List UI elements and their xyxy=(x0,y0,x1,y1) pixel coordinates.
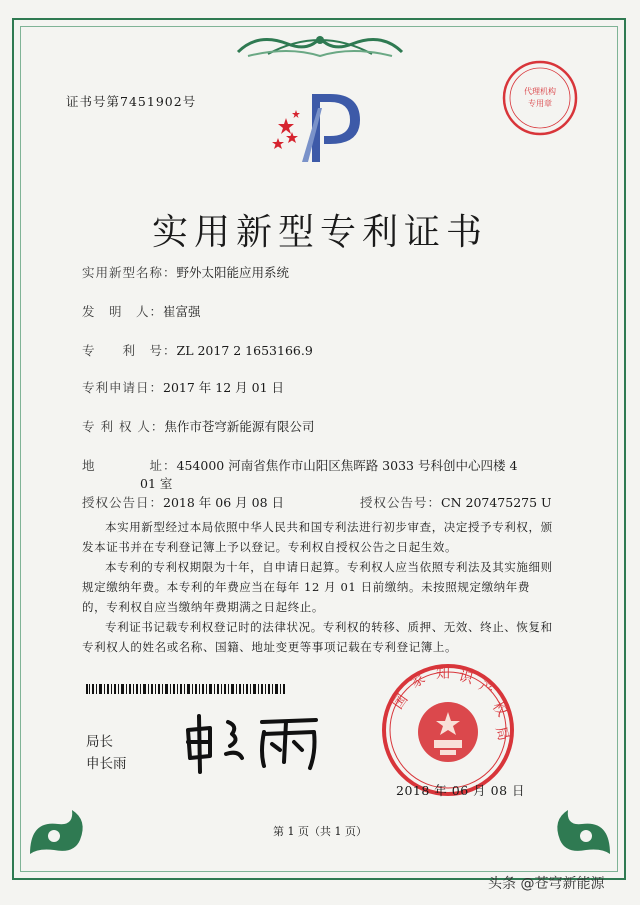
field-value: 454000 河南省焦作市山阳区焦晖路 3033 号科创中心四楼 4 xyxy=(176,458,518,473)
certificate-number-value: 7451902 xyxy=(120,94,183,109)
field-value: CN 207475275 U xyxy=(441,495,552,510)
svg-text:识: 识 xyxy=(456,668,475,688)
agency-stamp-icon xyxy=(500,58,580,138)
field-label: 地 址： xyxy=(82,458,177,473)
field-patentee xyxy=(82,417,314,435)
svg-text:局: 局 xyxy=(492,724,512,743)
certificate-number-label: 证书号第 xyxy=(66,94,121,109)
field-label: 专 利 权 人： xyxy=(82,419,165,434)
field-value: 焦作市苍穹新能源有限公司 xyxy=(164,419,315,434)
field-label: 专 利 号： xyxy=(82,343,177,358)
director-name: 申长雨 xyxy=(86,756,127,772)
field-patent-no xyxy=(82,341,313,359)
certificate-number xyxy=(66,92,196,110)
field-value: 崔富强 xyxy=(163,304,201,319)
top-ornament-icon xyxy=(228,30,412,60)
patent-office-logo-icon xyxy=(272,88,372,168)
page-number: 第 1 页（共 1 页） xyxy=(273,825,367,838)
seal-date: 2018 年 06 月 08 日 xyxy=(396,783,525,798)
certificate-body xyxy=(82,517,554,657)
svg-text:专用章: 专用章 xyxy=(528,99,552,108)
director-title: 局长 xyxy=(86,734,113,750)
watermark: 头条 @苍穹新能源 xyxy=(488,876,605,892)
field-value: 2018 年 06 月 08 日 xyxy=(163,495,285,510)
body-paragraph: 专利证书记载专利权登记时的法律状况。专利权的转移、质押、无效、终止、恢复和专利权人的姓名或名称、国籍、地址变更等事项记载在专利登记簿上。 xyxy=(82,620,553,654)
field-address-line2 xyxy=(140,474,172,492)
field-label: 实用新型名称： xyxy=(82,265,177,280)
field-value: 野外太阳能应用系统 xyxy=(176,265,290,280)
field-label: 授权公告日： xyxy=(82,495,164,510)
field-value: 01 室 xyxy=(140,476,173,491)
body-paragraph: 本实用新型经过本局依照中华人民共和国专利法进行初步审查，决定授予专利权，颁发本证书并在专利登记簿上予以登记。专利权自授权公告之日起生效。 xyxy=(82,520,553,554)
field-inventor xyxy=(82,302,201,320)
page-title: 实用新型专利证书 xyxy=(151,212,488,254)
field-filing-date xyxy=(82,378,284,396)
svg-text:产: 产 xyxy=(475,678,497,700)
official-seal-icon xyxy=(378,660,518,800)
svg-text:权: 权 xyxy=(488,699,510,720)
svg-text:国: 国 xyxy=(390,691,412,713)
svg-text:代理机构: 代理机构 xyxy=(524,87,556,96)
field-label: 专利申请日： xyxy=(82,380,164,395)
field-address xyxy=(82,456,517,474)
field-label: 发 明 人： xyxy=(82,304,164,319)
svg-text:家: 家 xyxy=(408,670,429,692)
body-paragraph: 本专利的专利权期限为十年，自申请日起算。专利权人应当依照专利法及其实施细则规定缴纳年费。本专利的年费应当在每年 12 月 01 日前缴纳。未按照规定缴纳年费的，专利权自应当缴纳年费期满之日起终止。 xyxy=(82,560,553,614)
field-value: 2017 年 12 月 01 日 xyxy=(163,380,285,395)
field-label: 授权公告号： xyxy=(360,495,442,510)
field-utility-model-name xyxy=(82,263,289,281)
svg-text:知: 知 xyxy=(436,666,450,682)
certificate-number-suffix: 号 xyxy=(182,94,197,109)
field-grant-no xyxy=(360,493,552,511)
field-grant-date xyxy=(82,493,284,511)
field-value: ZL 2017 2 1653166.9 xyxy=(176,343,313,358)
director-signature-icon xyxy=(180,712,330,774)
barcode-icon xyxy=(86,684,286,694)
